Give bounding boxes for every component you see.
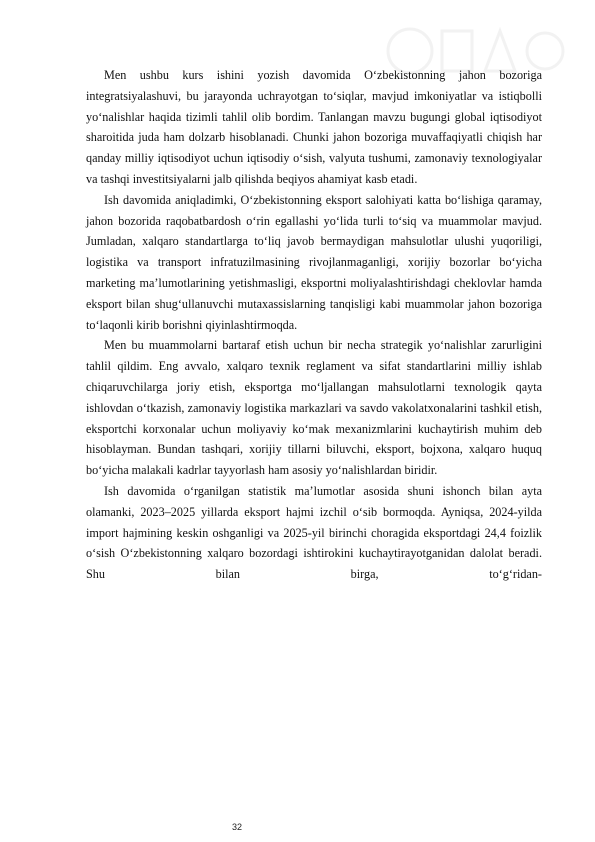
- body-text: [86, 65, 542, 585]
- page-number: 32: [232, 822, 243, 832]
- paragraph-4: Ish davomida o‘rganilgan statistik ma’lumotlar asosida shuni ishonch bilan ayta olamanki, 2023–2025 yillarda eksport hajmi izchil o‘sib bormoqda. Ayniqsa, 2024-yilda import hajmining keskin oshganligi va 2025-yil birinchi choragida eksportdagi 24,4 foizlik o‘sish O‘zbekistonning xalqaro bozordagi ishtirokini kuchaytirayotganidan dalolat beradi. Shu bilan birga, to‘g‘ridan-: [86, 483, 542, 582]
- paragraph-3: Men bu muammolarni bartaraf etish uchun bir necha strategik yo‘nalishlar zarurligini tahlil qildim. Eng avvalo, xalqaro texnik reglament va sifat standartlarini milliy ishlab chiqaruvchilarga joriy etish, eksportga mo‘ljallangan mahsulotlarni texnologik qayta ishlovdan o‘tkazish, zamonaviy logistika markazlari va savdo vakolatxonalarini tashkil etish, eksportchi korxonalar uchun moliyaviy ko‘mak mexanizmlarini kuchaytirish muhim deb hisoblayman. Bundan tashqari, xorijiy tillarni biluvchi, eksport, bojxona, xalqaro huquq bo‘yicha malakali kadrlar tayyorlash ham asosiy yo‘nalishlardan biridir.: [86, 338, 542, 478]
- paragraph-2: Ish davomida aniqladimki, O‘zbekistonning eksport salohiyati katta bo‘lishiga qaramay, jahon bozorida raqobatbardosh o‘rin egallashi yo‘lida turli to‘siq va muammolar mavjud. Jumladan, xalqaro standartlarga to‘liq javob bermaydigan mahsulotlar ulushi yuqoriligi, logistika va transport infratuzilmasining rivojlanmaganligi, xorijiy bozorlar bo‘yicha marketing ma’lumotlarining yetishmasligi, eksportni moliyalashtirishdagi cheklovlar hamda eksport bilan shug‘ullanuvchi mutaxassislarning tanqisligi kabi muammolar jahon bozoriga to‘laqonli kirib borishni qiyinlashtirmoqda.: [86, 192, 542, 332]
- paragraph-1: Men ushbu kurs ishini yozish davomida O‘zbekistonning jahon bozoriga integratsiyalashuvi, bu jarayonda uchrayotgan to‘siqlar, mavjud imkoniyatlar va istiqbolli yo‘nalishlar haqida tizimli tahlil olib bordim. Tanlangan mavzu bugungi global iqtisodiyot sharoitida juda ham dolzarb hisoblanadi. Chunki jahon bozoriga muvaffaqiyatli chiqish har qanday milliy iqtisodiyot uchun iqtisodiy o‘sish, valyuta tushumi, zamonaviy texnologiyalar va tashqi investitsiyalarni jalb qilishda beqiyos ahamiyat kasb etadi.: [86, 68, 542, 186]
